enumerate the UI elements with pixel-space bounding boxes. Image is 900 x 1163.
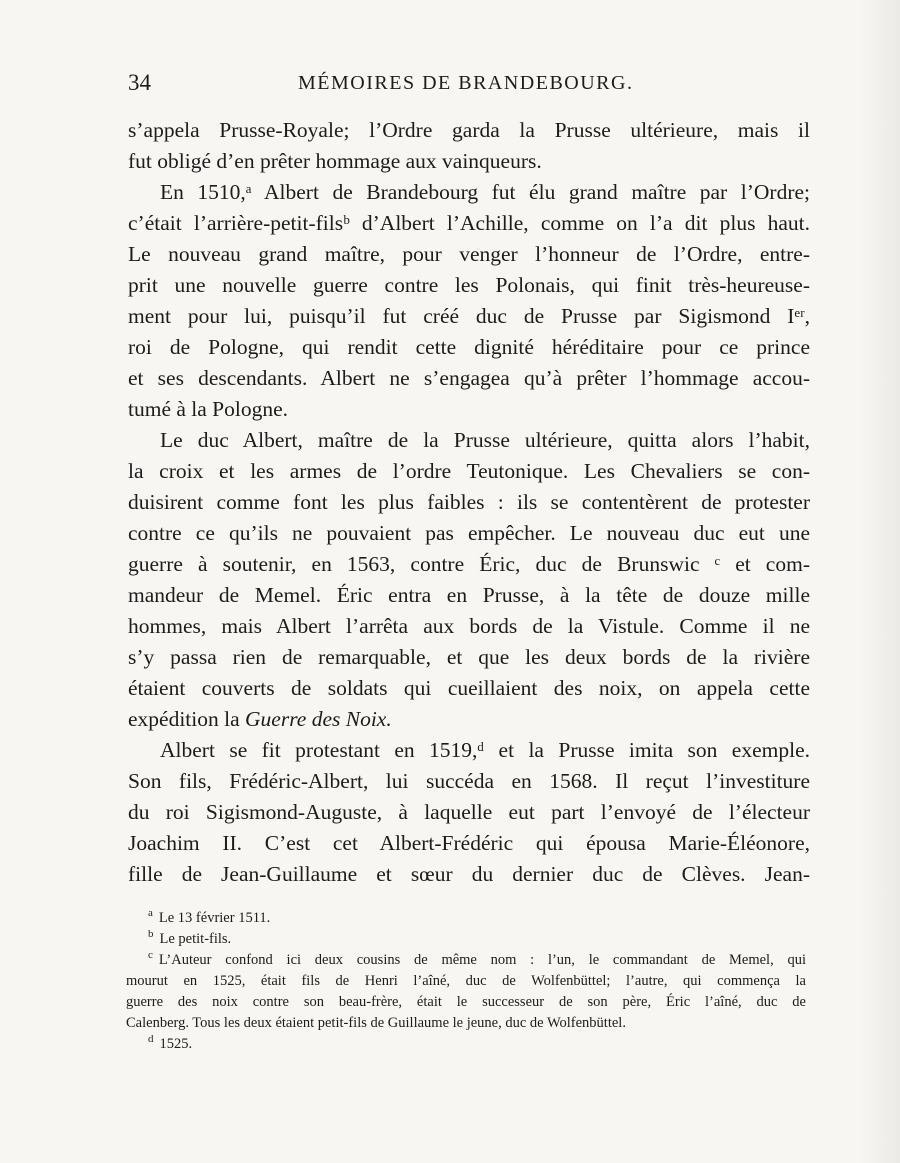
page-header [128, 70, 808, 104]
footnote-a [126, 908, 806, 929]
footnote-text: Le 13 février 1511. [158, 910, 271, 926]
text-line: prit une nouvelle guerre contre les Polonais, qui finit très-heureuse- [128, 273, 810, 297]
footnote-mark: a [148, 907, 153, 920]
text-line: hommes, mais Albert l’arrêta aux bords de la Vistule. Comme il ne [128, 614, 810, 638]
text-line: En 1510,ᵃ Albert de Brandebourg fut élu grand maître par l’Ordre; [160, 180, 810, 204]
text-fragment: expédition la [128, 707, 240, 731]
text-line: duisirent comme font les plus faibles : ils se contentèrent de protester [128, 490, 810, 514]
body-text [128, 115, 810, 890]
text-line: tumé à la Pologne. [128, 397, 289, 421]
text-line: contre ce qu’ils ne pouvaient pas empêcher. Le nouveau duc eut une [128, 521, 810, 545]
text-line: Son fils, Frédéric-Albert, lui succéda en 1568. Il reçut l’investiture [128, 769, 810, 793]
footnote-text: Le petit-fils. [159, 931, 232, 947]
footnote-c-line: mourut en 1525, était fils de Henri l’aîné, duc de Wolfenbüttel; l’autre, qui commença la [126, 973, 806, 989]
footnote-text: 1525. [159, 1036, 193, 1052]
text-line: fut obligé d’en prêter hommage aux vainqueurs. [128, 149, 542, 173]
text-line: la croix et les armes de l’ordre Teutonique. Les Chevaliers se con- [128, 459, 810, 483]
text-line: étaient couverts de soldats qui cueillaient des noix, on appela cette [128, 676, 810, 700]
footnote-c [126, 950, 806, 971]
text-line: du roi Sigismond-Auguste, à laquelle eut part l’envoyé de l’électeur [128, 800, 810, 824]
text-line: Joachim II. C’est cet Albert-Frédéric qui épousa Marie-Éléonore, [128, 831, 810, 855]
page-edge-shadow [860, 0, 900, 1163]
footnote-mark: d [148, 1033, 154, 1046]
text-line: mandeur de Memel. Éric entra en Prusse, à la tête de douze mille [128, 583, 810, 607]
text-line: Le nouveau grand maître, pour venger l’honneur de l’Ordre, entre- [128, 242, 810, 266]
text-line: Le duc Albert, maître de la Prusse ultérieure, quitta alors l’habit, [160, 428, 810, 452]
footnote-mark: b [148, 928, 154, 941]
running-head: MÉMOIRES DE BRANDEBOURG. [298, 72, 634, 94]
text-line: ment pour lui, puisqu’il fut créé duc de Prusse par Sigismond Iᵉʳ, [128, 304, 810, 328]
text-line: fille de Jean-Guillaume et sœur du dernier duc de Clèves. Jean- [128, 862, 810, 886]
footnote-c-line: Calenberg. Tous les deux étaient petit-fils de Guillaume le jeune, duc de Wolfenbüttel. [126, 1015, 626, 1031]
text-line: s’appela Prusse-Royale; l’Ordre garda la Prusse ultérieure, mais il [128, 118, 810, 142]
text-line: Albert se fit protestant en 1519,ᵈ et la Prusse imita son exemple. [160, 738, 810, 762]
text-line: c’était l’arrière-petit-filsᵇ d’Albert l’Achille, comme on l’a dit plus haut. [128, 211, 810, 235]
footnotes [126, 908, 806, 1055]
footnote-mark: c [148, 949, 153, 962]
footnote-b [126, 929, 806, 950]
page-number: 34 [128, 70, 151, 95]
text-line: s’y passa rien de remarquable, et que les deux bords de la rivière [128, 645, 810, 669]
footnote-c-line: guerre des noix contre son beau-frère, était le successeur de son père, Éric l’aîné, duc de [126, 994, 806, 1010]
text-line: guerre à soutenir, en 1563, contre Éric, duc de Brunswic ᶜ et com- [128, 552, 810, 576]
footnote-d [126, 1034, 806, 1055]
text-line: roi de Pologne, qui rendit cette dignité héréditaire pour ce prince [128, 335, 810, 359]
text-line: et ses descendants. Albert ne s’engagea qu’à prêter l’hommage accou- [128, 366, 810, 390]
text-line [128, 704, 810, 735]
footnote-text: L’Auteur confond ici deux cousins de même nom : l’un, le commandant de Memel, qui [158, 952, 806, 968]
italic-title: Guerre des Noix. [245, 707, 392, 731]
